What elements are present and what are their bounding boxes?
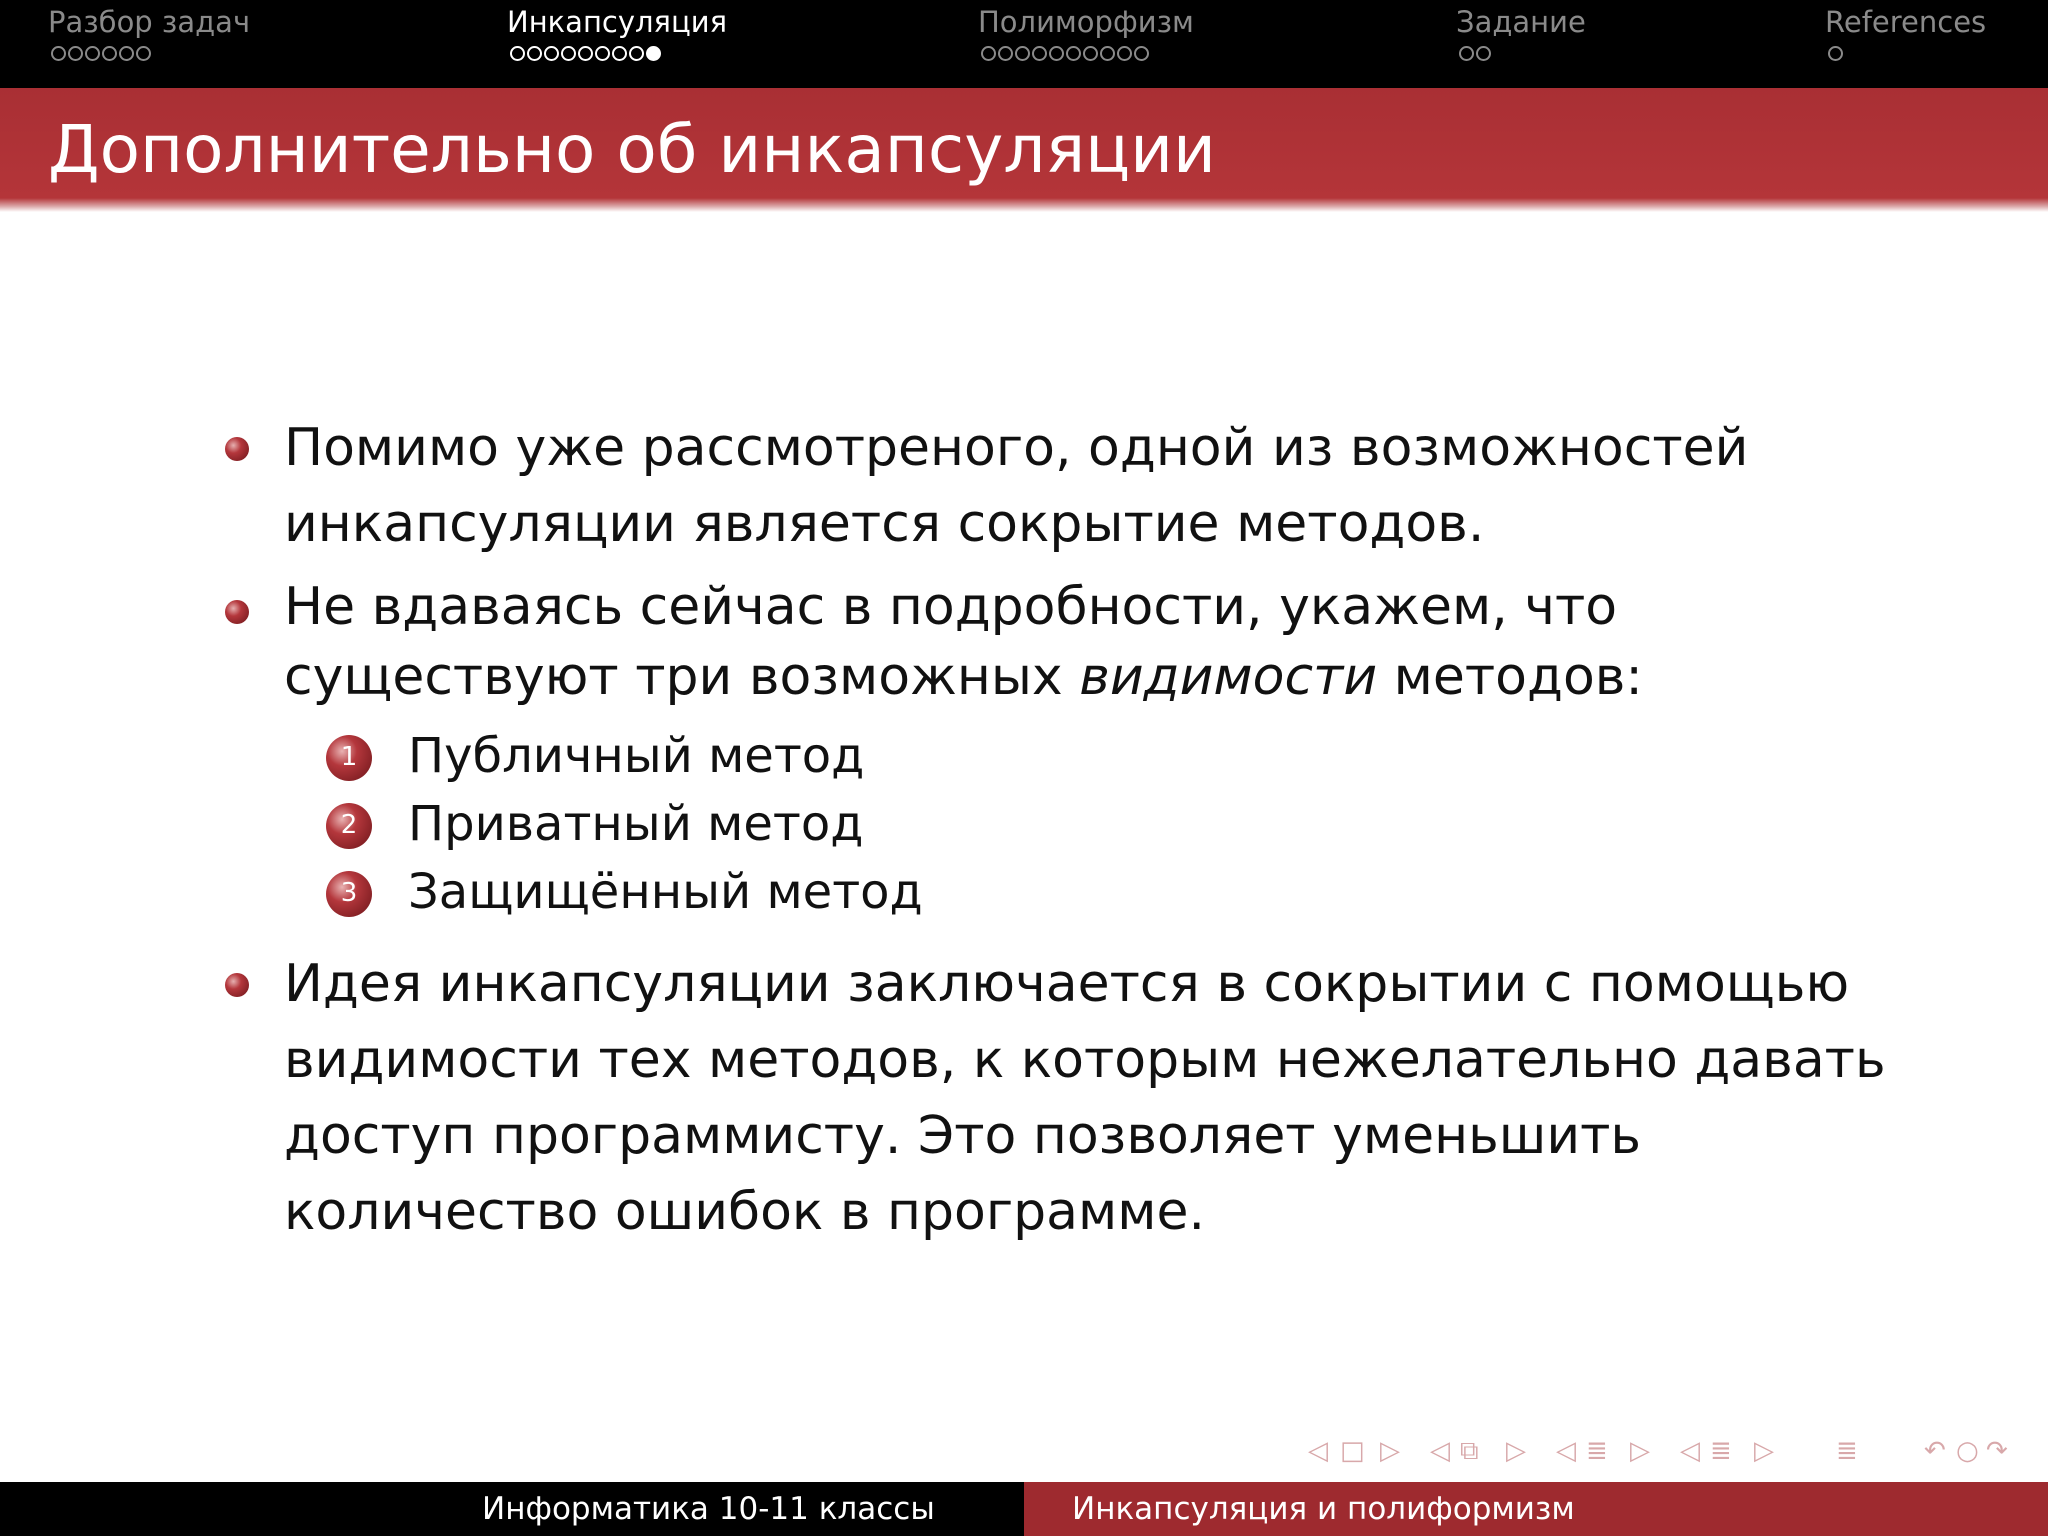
nav-prev-section-icon[interactable]: ◁	[1680, 1436, 1700, 1466]
frame-dot[interactable]	[1476, 46, 1491, 61]
document-icon[interactable]: ≣	[1836, 1436, 1858, 1466]
frame-dot[interactable]	[578, 46, 593, 61]
frame-dot[interactable]	[595, 46, 610, 61]
search-icon[interactable]: ○	[1956, 1436, 1979, 1466]
nav-section-task[interactable]	[1456, 4, 1586, 61]
enum-item-public: Публичный метод	[408, 728, 865, 784]
frame-dot[interactable]	[136, 46, 151, 61]
frame-dot[interactable]	[102, 46, 117, 61]
nav-section-razbor[interactable]	[48, 4, 250, 61]
bullet-icon	[225, 973, 249, 997]
frame-dot[interactable]	[981, 46, 996, 61]
nav-next-section-icon[interactable]: ▷	[1754, 1436, 1774, 1466]
nav-section-encapsulation[interactable]	[507, 4, 727, 61]
bullet-item-2-line-1: Не вдаваясь сейчас в подробности, укажем, что	[284, 577, 1618, 637]
bullet-item-3-line-1: Идея инкапсуляции заключается в сокрытии с помощью	[284, 954, 1850, 1014]
frame-dot[interactable]	[51, 46, 66, 61]
footer-title	[1024, 1482, 2048, 1536]
nav-section-dots	[1828, 46, 1986, 61]
nav-section-polymorphism[interactable]	[978, 4, 1194, 61]
frame-dot[interactable]	[629, 46, 644, 61]
bullet-item-3	[284, 946, 1944, 1250]
nav-next-subsection-icon[interactable]: ▷	[1630, 1436, 1650, 1466]
nav-section-dots	[981, 46, 1194, 61]
enum-number-icon: 1	[326, 735, 372, 781]
bullet-icon	[225, 437, 249, 461]
frame-title: Дополнительно об инкапсуляции	[48, 111, 1216, 188]
nav-section-references[interactable]	[1825, 4, 1986, 61]
slide-content	[0, 212, 2048, 1482]
nav-section-dots	[1459, 46, 1586, 61]
frame-dot[interactable]	[1828, 46, 1843, 61]
frame-dot[interactable]	[1459, 46, 1474, 61]
frame-dot[interactable]	[527, 46, 542, 61]
slide-icon[interactable]: □	[1340, 1436, 1365, 1466]
frame-dot[interactable]	[1083, 46, 1098, 61]
nav-next-frame-icon[interactable]: ▷	[1506, 1436, 1526, 1466]
enum-number-icon: 2	[326, 803, 372, 849]
bullet-icon	[225, 600, 249, 624]
frame-dot[interactable]	[1066, 46, 1081, 61]
footline	[0, 1482, 2048, 1536]
bullet-item-2-line-2	[284, 642, 1944, 712]
frame-dot[interactable]	[1032, 46, 1047, 61]
bullet-item-1-line-2: инкапсуляции является сокрытие методов.	[284, 494, 1485, 554]
frame-title-bar	[0, 88, 2048, 212]
frame-dot[interactable]	[119, 46, 134, 61]
enum-item-private: Приватный метод	[408, 796, 864, 852]
bullet-item-3-line-3: доступ программисту. Это позволяет уменьшить	[284, 1106, 1642, 1166]
frame-dot[interactable]	[1015, 46, 1030, 61]
frame-dot[interactable]	[1117, 46, 1132, 61]
frame-dot[interactable]	[612, 46, 627, 61]
footer-course	[0, 1482, 1024, 1536]
enum-number-icon: 3	[326, 871, 372, 917]
current-frame-dot[interactable]	[646, 46, 661, 61]
nav-prev-frame-icon[interactable]: ◁	[1430, 1436, 1450, 1466]
bullet-item-1	[284, 410, 1944, 562]
nav-section-dots	[510, 46, 727, 61]
bullet-item-2	[284, 572, 1944, 712]
forward-icon[interactable]: ↷	[1986, 1436, 2008, 1466]
nav-section-title[interactable]: References	[1825, 5, 1987, 39]
frame-dot[interactable]	[561, 46, 576, 61]
frame-dot[interactable]	[1100, 46, 1115, 61]
subsection-icon[interactable]: ≣	[1586, 1436, 1608, 1466]
nav-section-title[interactable]: Полиморфизм	[978, 5, 1194, 39]
frame-dot[interactable]	[510, 46, 525, 61]
section-navigation	[0, 0, 2048, 88]
nav-section-title[interactable]: Задание	[1456, 5, 1586, 39]
emphasis-visibility: видимости	[1079, 647, 1378, 707]
footer-course-text: Информатика 10-11 классы	[482, 1491, 935, 1527]
nav-section-title[interactable]: Разбор задач	[48, 5, 251, 39]
bullet-item-2-text-pre: существуют три возможных	[284, 647, 1080, 707]
nav-prev-subsection-icon[interactable]: ◁	[1556, 1436, 1576, 1466]
nav-prev-slide-icon[interactable]: ◁	[1308, 1436, 1328, 1466]
nav-section-title[interactable]: Инкапсуляция	[507, 5, 728, 39]
enum-item-protected: Защищённый метод	[408, 864, 923, 920]
frame-dot[interactable]	[544, 46, 559, 61]
section-icon[interactable]: ≣	[1710, 1436, 1732, 1466]
frame-dot[interactable]	[68, 46, 83, 61]
frame-dot[interactable]	[998, 46, 1013, 61]
back-icon[interactable]: ↶	[1924, 1436, 1946, 1466]
beamer-navigation-symbols	[1300, 1436, 2040, 1466]
frame-dot[interactable]	[85, 46, 100, 61]
nav-section-dots	[51, 46, 250, 61]
footer-title-text: Инкапсуляция и полиформизм	[1072, 1491, 1575, 1527]
nav-next-slide-icon[interactable]: ▷	[1380, 1436, 1400, 1466]
bullet-item-3-line-2: видимости тех методов, к которым нежелательно давать	[284, 1030, 1886, 1090]
bullet-item-1-line-1: Помимо уже рассмотреного, одной из возможностей	[284, 418, 1749, 478]
bullet-item-3-line-4: количество ошибок в программе.	[284, 1182, 1206, 1242]
frame-icon[interactable]: ⧉	[1460, 1436, 1479, 1466]
frame-dot[interactable]	[1049, 46, 1064, 61]
frame-dot[interactable]	[1134, 46, 1149, 61]
bullet-item-2-text-post: методов:	[1377, 647, 1643, 707]
